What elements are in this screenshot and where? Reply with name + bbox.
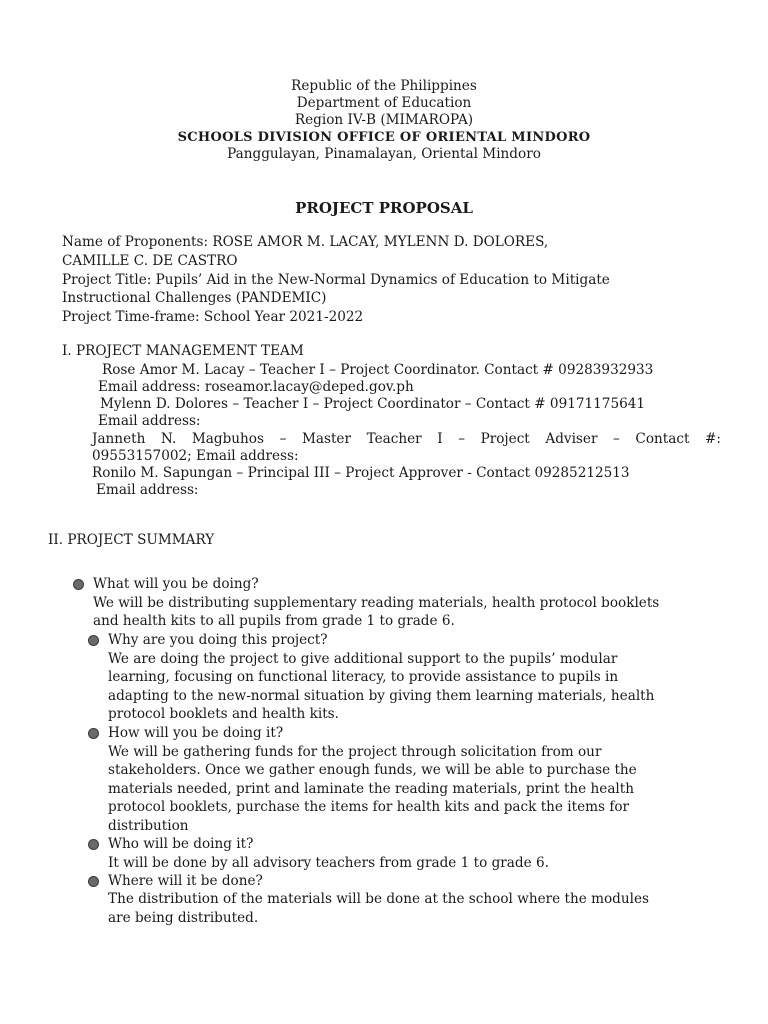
summary-question: Why are you doing this project? [108,632,328,648]
team-member-line: Email address: [96,482,199,498]
project-timeframe: Project Time-frame: School Year 2021-2022 [62,309,364,325]
bullet-icon [73,579,84,590]
summary-question: How will you be doing it? [108,725,284,741]
team-member-line: Email address: [98,413,201,429]
bullet-icon [88,876,99,887]
summary-answer-line: stakeholders. Once we gather enough funds, we will be able to purchase the [108,762,637,778]
project-title-line-2: Instructional Challenges (PANDEMIC) [62,290,327,306]
team-member-line: Mylenn D. Dolores – Teacher I – Project Coordinator – Contact # 09171175641 [100,396,646,412]
team-member-line: Janneth N. Magbuhos – Master Teacher I – Project Adviser – Contact #: [92,431,721,447]
summary-answer-line: are being distributed. [108,910,259,926]
summary-answer-line: distribution [108,818,189,834]
proponents-line-1: Name of Proponents: ROSE AMOR M. LACAY, MYLENN D. DOLORES, [62,234,549,250]
header-division-office: SCHOOLS DIVISION OFFICE OF ORIENTAL MINDORO [177,130,591,145]
summary-answer-line: protocol booklets and health kits. [108,706,339,722]
summary-question: Who will be doing it? [108,836,254,852]
team-member-line: 09553157002; Email address: [92,448,299,464]
header-department: Department of Education [296,95,472,111]
team-member-line: Email address: roseamor.lacay@deped.gov.ph [98,379,414,395]
summary-answer-line: adapting to the new-normal situation by giving them learning materials, health [108,688,655,704]
team-member-line: Ronilo M. Sapungan – Principal III – Project Approver - Contact 09285212513 [92,465,630,481]
summary-answer-line: It will be done by all advisory teachers from grade 1 to grade 6. [108,855,549,871]
summary-answer-line: We will be distributing supplementary reading materials, health protocol booklets [93,595,660,611]
bullet-icon [88,839,99,850]
summary-answer-line: We are doing the project to give additional support to the pupils’ modular [108,651,618,667]
document-title: PROJECT PROPOSAL [295,199,473,217]
summary-answer-line: protocol booklets, purchase the items for health kits and pack the items for [108,799,630,815]
header-region: Region IV-B (MIMAROPA) [294,112,474,128]
summary-answer-line: and health kits to all pupils from grade 1 to grade 6. [93,613,455,629]
team-heading: I. PROJECT MANAGEMENT TEAM [62,343,304,359]
summary-question: What will you be doing? [93,576,259,592]
summary-answer-line: materials needed, print and laminate the reading materials, print the health [108,781,634,797]
header-republic: Republic of the Philippines [291,78,477,94]
summary-question: Where will it be done? [108,873,263,889]
summary-answer-line: We will be gathering funds for the project through solicitation from our [108,744,602,760]
header-address: Panggulayan, Pinamalayan, Oriental Mindoro [227,146,541,162]
bullet-icon [88,635,99,646]
project-title-line-1: Project Title: Pupils’ Aid in the New-Normal Dynamics of Education to Mitigate [62,272,610,288]
proponents-line-2: CAMILLE C. DE CASTRO [62,253,238,269]
bullet-icon [88,728,99,739]
summary-heading: II. PROJECT SUMMARY [48,532,215,548]
summary-answer-line: learning, focusing on functional literacy, to provide assistance to pupils in [108,669,619,685]
team-member-line: Rose Amor M. Lacay – Teacher I – Project Coordinator. Contact # 09283932933 [102,362,654,378]
summary-answer-line: The distribution of the materials will be done at the school where the modules [108,891,649,907]
